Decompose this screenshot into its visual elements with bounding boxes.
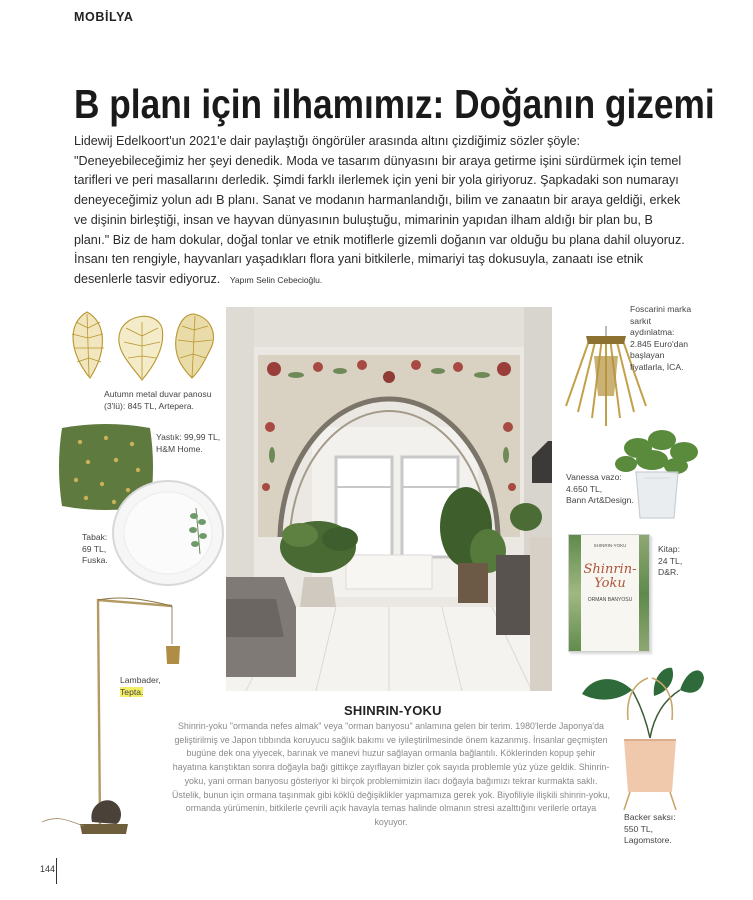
vase-plant: [615, 430, 698, 474]
pendant-caption-line6: fiyatlarla, İCA.: [630, 361, 684, 372]
book-cover-title-line2: Yoku: [594, 576, 626, 591]
book-cover-subtitle: ORMAN BANYOSU: [587, 597, 633, 603]
wall-panel-caption-line2: (3'lü): 845 TL, Artepera.: [104, 400, 194, 411]
floor-lamp-image: [40, 596, 190, 836]
vase-caption-line3: Bann Art&Design.: [566, 495, 634, 505]
plate-caption-line2: 69 TL,: [82, 543, 107, 554]
lamp-caption: [120, 675, 161, 698]
pendant-caption-line5: başlayan: [630, 350, 665, 360]
lamp-caption-line2: [120, 687, 161, 699]
vase-caption: [566, 472, 634, 507]
intro-credit: Yapım Selin Cebecioğlu.: [229, 274, 323, 285]
leaf-panel-3: [176, 314, 214, 378]
pendant-caption-line2: sarkıt: [630, 315, 652, 326]
headline: [74, 80, 715, 128]
page-number-rule: [56, 858, 57, 884]
book-cover-title: [581, 563, 639, 591]
pillow-caption-line2: H&M Home.: [156, 443, 203, 454]
book-caption: [658, 544, 682, 579]
vase-caption-line1: Vanessa vazo:: [566, 472, 622, 482]
book-cover-title-line1: Shinrin-: [583, 562, 637, 577]
lamp-rock-base: [91, 800, 121, 824]
wall-panel-image: [62, 308, 222, 384]
vase-caption-line2: 4.650 TL,: [566, 483, 603, 494]
planter-caption-line1: Backer saksı:: [624, 812, 676, 822]
intro-body: Lidewij Edelkoort'un 2021'e dair paylaştığı öngörüler arasında altını çizdiğimiz sözler şöyle: "Deneyebileceğimiz her şeyi denedik. Moda ve tasarım dünyasını bir araya getirme işini sürdürmek için temel tarifleri ve peri masallarını derledik. Şimdi farklı ilerlemek için yeni bir yola giriyoruz. Şapkadaki son numarayı deneyeceğimiz yolun adı B planı. Sanat ve modanın harmanlandığı, bilim ve zanaatın bir araya geldiği, erkek ve dişinin birleştiği, insan ve hayvan dünyasının buluştuğu, mimarinin yapıdan ilham aldığı bir plan bu, B planı." Biz de ham dokular, doğal tonlar ve etnik motiflerle gizemli doğanın var olduğu bu plana dahil oluyoruz. İnsanı ten rengiyle, hayvanları yaşadıkları flora yani bitkilerle, mimariyi taş dokusuyla, zanaatı ise etnik desenlerle tasvir ediyoruz.: [74, 134, 685, 286]
pendant-caption-line1: Foscarini marka: [630, 304, 692, 314]
dresser: [496, 555, 530, 635]
book-foliage-left: [569, 535, 581, 652]
plate-caption: [82, 532, 108, 567]
interior-photo: [226, 307, 552, 691]
plate-caption-line3: Fuska.: [82, 555, 108, 565]
plate-caption-line1: Tabak:: [82, 532, 108, 542]
pendant-caption: [630, 304, 691, 373]
bed: [346, 555, 432, 589]
headline-bold: Doğanın gizemi: [454, 81, 715, 127]
planter-caption: [624, 812, 676, 847]
wall-panel-caption: [104, 389, 212, 412]
book-foliage-right: [639, 535, 649, 652]
book-caption-line1: Kitap:: [658, 544, 680, 554]
marble-fireplace: [530, 537, 552, 691]
lamp-shade: [166, 646, 180, 664]
box-body: Shinrin-yoku "ormanda nefes almak" veya "orman banyosu" anlamına gelen bir terim. 1980'lerde Japonya'da geliştirilmiş ve Japon tıbbında koruyucu sağlık bakımı ve iyileştirilmesinde önem kazanmış. İnsanlar geçmişten bugüne dek ona yiyecek, barınak ve manevi huzur sağlayan ormanla bağlantılı. Köklerinden kopup şehir hayatına karıştıktan sonra doğayla bağı gittikçe zayıflayan bizler çok sayıda problemle yüz yüze geldik. Shinrin-yoku, yani orman banyosu gösteriyor ki birçok problemimizin ilacı doğayla bağımızı tekrar kurmakta saklı. Üstelik, bunun için ormana taşınmak gibi köklü değişiklikler yapmamıza gerek yok. Biyofiliyle ilişkili shinrin-yoku, ormanda yürümenin, bitkilerle çevrili açık havayla temas halinde olmanın stresi azalttığını verilerle ortaya koyuyor.: [172, 721, 611, 827]
leaf-panel-2: [119, 316, 163, 380]
headline-light: B planı için ilhamımız:: [74, 81, 445, 127]
book-cover-top: SHINRIN-YOKU: [593, 543, 627, 548]
planter-caption-line3: Lagomstore.: [624, 835, 672, 845]
box-title: SHINRIN-YOKU: [344, 703, 442, 718]
pendant-caption-line3: aydınlatma:: [630, 327, 675, 337]
book-image: [568, 534, 650, 652]
plate-image: [110, 478, 226, 588]
planter-caption-line2: 550 TL,: [624, 823, 653, 834]
pillow-caption: [156, 432, 220, 455]
intro-paragraph: [74, 132, 686, 291]
page-number: 144: [40, 864, 56, 874]
book-caption-line2: 24 TL,: [658, 555, 683, 566]
section-label: MOBİLYA: [74, 10, 134, 24]
leaf-panel-1: [72, 312, 104, 378]
planter-pot: [624, 740, 676, 792]
book-caption-line3: D&R.: [658, 567, 679, 577]
pillow-caption-line1: Yastık: 99,99 TL,: [156, 432, 221, 442]
lamp-brand-highlight: Tepta.: [120, 686, 144, 697]
pendant-caption-line4: 2.845 Euro'dan: [630, 338, 689, 349]
lamp-caption-line1: Lambader,: [120, 675, 161, 685]
wall-panel-caption-line1: Autumn metal duvar panosu: [104, 389, 212, 399]
